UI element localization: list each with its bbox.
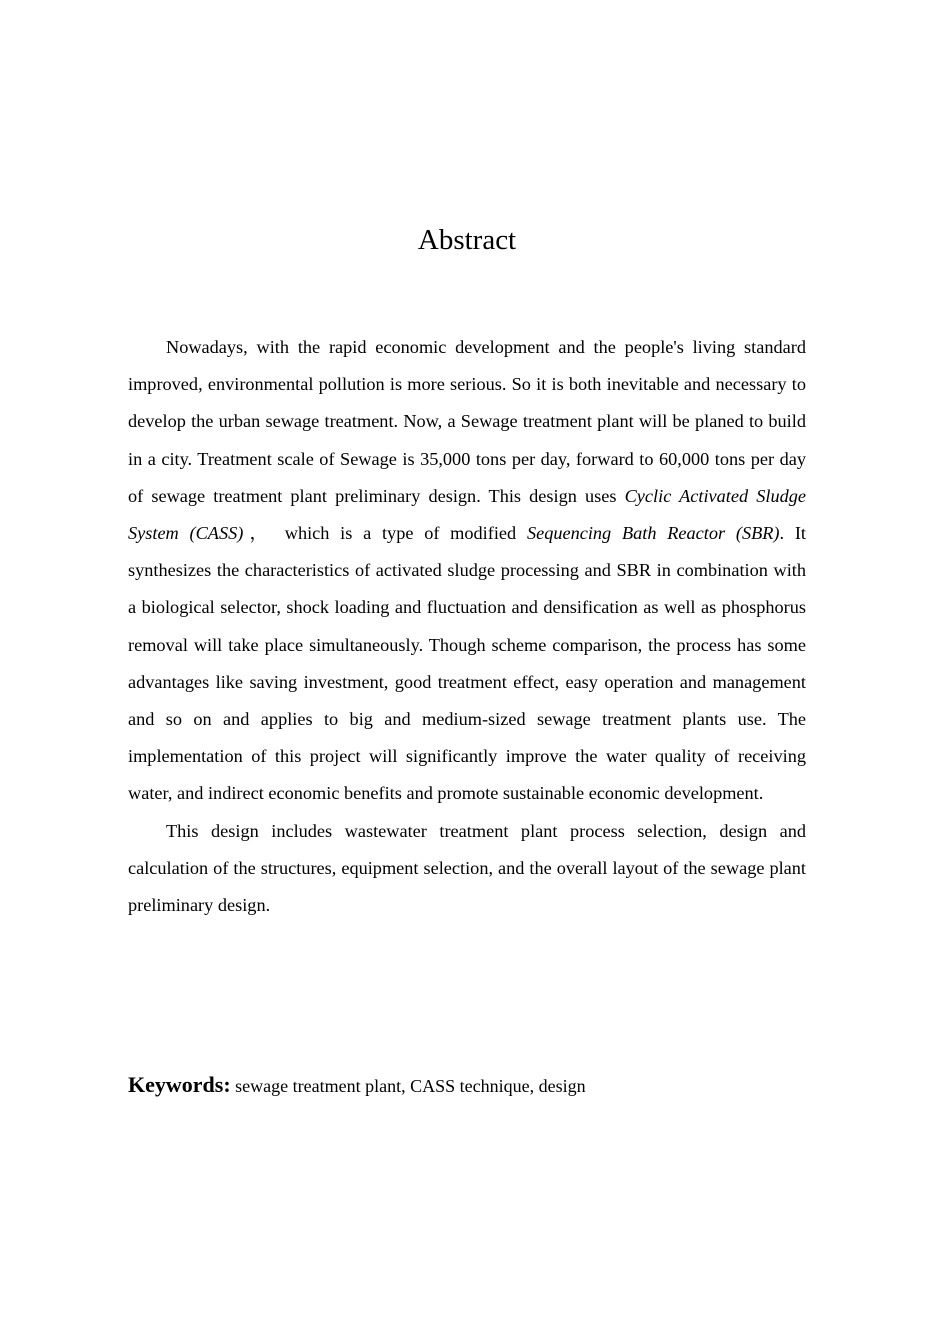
keywords-value: sewage treatment plant, CASS technique, design	[230, 1076, 586, 1096]
paragraph-1-text-c: . It synthesizes the characteristics of activated sludge processing and SBR in combination with a biological selector, shock loading and fluctuation and densification as well as phosphorus removal will take place simultaneously. Though scheme comparison, the process has some advantages like saving investment, good treatment effect, easy operation and management and so on and applies to big and medium-sized sewage treatment plants use. The implementation of this project will significantly improve the water quality of receiving water, and indirect economic benefits and promote sustainable economic development.	[128, 523, 807, 804]
keywords-label: Keywords:	[128, 1072, 231, 1097]
paragraph-1-text-a: Nowadays, with the rapid economic development and the people's living standard improved, environmental pollution is more serious. So it is both inevitable and necessary to develop the urban sewage treatment. Now, a Sewage treatment plant will be planed to build in a city. Treatment scale of Sewage is 35,000 tons per day, forward to 60,000 tons per day of sewage treatment plant preliminary design. This design uses	[128, 337, 806, 506]
abstract-body	[128, 329, 806, 924]
abstract-paragraph-2: This design includes wastewater treatment plant process selection, design and calculation of the structures, equipment selection, and the overall layout of the sewage plant preliminary design.	[128, 820, 806, 916]
paragraph-1-text-b: ， which is a type of modified	[243, 523, 527, 544]
paragraph-1-term-cass: Cyclic Activated Sludge System (CASS)	[128, 485, 806, 544]
paragraph-1-term-sbr: Sequencing Bath Reactor (SBR)	[526, 523, 780, 544]
keywords-line	[128, 1067, 828, 1104]
abstract-paragraph-1	[128, 329, 806, 813]
page-title: Abstract	[417, 224, 517, 256]
